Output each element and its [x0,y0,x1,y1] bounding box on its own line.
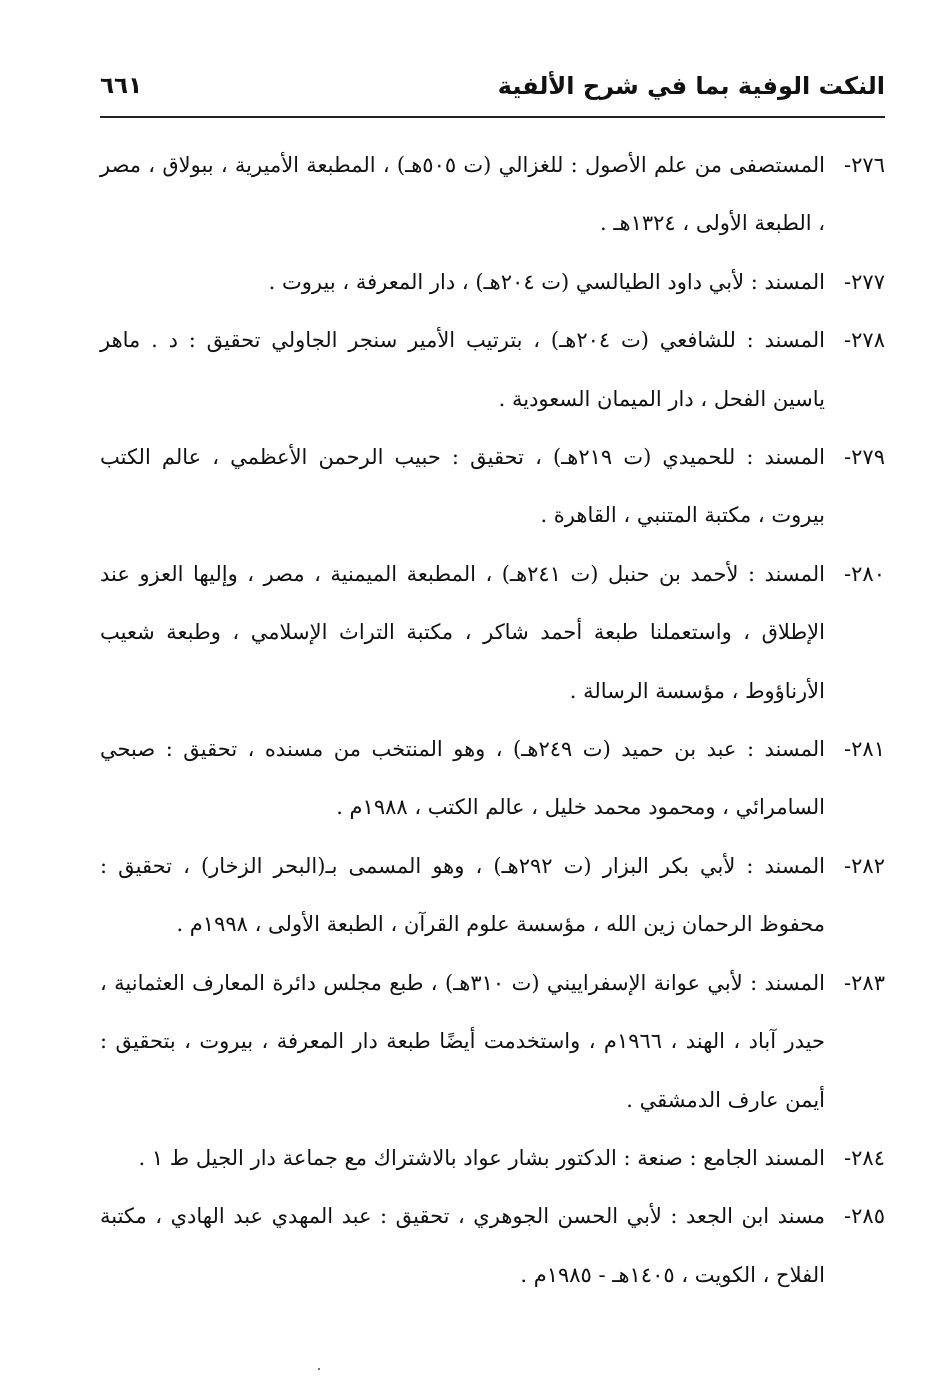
bibliography-entry [100,253,885,311]
entry-text: المسند : لأبي داود الطيالسي (ت ٢٠٤هـ) ، دار المعرفة ، بيروت . [268,269,825,294]
page-header [100,62,885,110]
entry-text: المسند : لأبي بكر البزار (ت ٢٩٢هـ) ، وهو المسمى بـ(البحر الزخار) ، تحقيق : محفوظ الرحمان زين الله ، مؤسسة علوم القرآن ، الطبعة الأولى ، ١٩٩٨م . [100,853,826,937]
running-title: النكت الوفية بما في شرح الألفية [497,72,885,100]
bibliography-entry [100,954,885,1129]
header-rule [100,116,885,118]
bibliography-entry [100,1187,885,1304]
entry-text: المستصفى من علم الأصول : للغزالي (ت ٥٠٥هـ) ، المطبعة الأميرية ، ببولاق ، مصر ، الطبعة الأولى ، ١٣٢٤هـ . [100,153,825,236]
bibliography-entry [100,136,885,253]
entry-number: ٢٧٧- [844,269,885,294]
entry-number: ٢٨٥- [844,1204,885,1229]
bibliography-entry [100,428,885,545]
entry-text: المسند : للشافعي (ت ٢٠٤هـ) ، بترتيب الأمير سنجر الجاولي تحقيق : د . ماهر ياسين الفحل ، دار الميمان السعودية . [100,328,826,411]
page-number: ٦٦١ [100,73,143,99]
bibliography-entry [100,311,885,428]
entry-text: مسند ابن الجعد : لأبي الحسن الجوهري ، تحقيق : عبد المهدي عبد الهادي ، مكتبة الفلاح ، الكويت ، ١٤٠٥هـ - ١٩٨٥م . [100,1204,825,1287]
entry-text: المسند الجامع : صنعة : الدكتور بشار عواد بالاشتراك مع جماعة دار الجيل ط ١ . [138,1145,825,1170]
entry-number: ٢٨٤- [844,1145,885,1170]
bibliography-entry [100,1129,885,1187]
scan-speck [318,1368,320,1370]
entry-number: ٢٨٣- [844,970,885,995]
entry-text: المسند : عبد بن حميد (ت ٢٤٩هـ) ، وهو المنتخب من مسنده ، تحقيق : صبحي السامرائي ، ومحمود محمد خليل ، عالم الكتب ، ١٩٨٨م . [100,737,825,820]
bibliography-entry [100,720,885,837]
entry-number: ٢٨٢- [844,853,885,878]
entry-number: ٢٨١- [844,737,885,762]
entry-number: ٢٧٨- [844,328,885,353]
bibliography-list [100,136,885,1304]
bibliography-entry [100,545,885,720]
bibliography-entry [100,837,885,954]
entry-text: المسند : لأبي عوانة الإسفراييني (ت ٣١٠هـ) ، طبع مجلس دائرة المعارف العثمانية ، حيدر آباد ، الهند ، ١٩٦٦م ، واستخدمت أيضًا طبعة دار المعرفة ، بيروت ، بتحقيق : أيمن عارف الدمشقي . [100,970,826,1112]
entry-number: ٢٨٠- [844,561,885,586]
entry-number: ٢٧٦- [844,153,885,177]
entry-number: ٢٧٩- [844,445,885,470]
entry-text: المسند : للحميدي (ت ٢١٩هـ) ، تحقيق : حبيب الرحمن الأعظمي ، عالم الكتب بيروت ، مكتبة المتنبي ، القاهرة . [100,445,825,528]
entry-text: المسند : لأحمد بن حنبل (ت ٢٤١هـ) ، المطبعة الميمنية ، مصر ، وإليها العزو عند الإطلاق ، واستعملنا طبعة أحمد شاكر ، مكتبة التراث الإسلامي ، وطبعة شعيب الأرناؤوط ، مؤسسة الرسالة . [100,561,825,703]
